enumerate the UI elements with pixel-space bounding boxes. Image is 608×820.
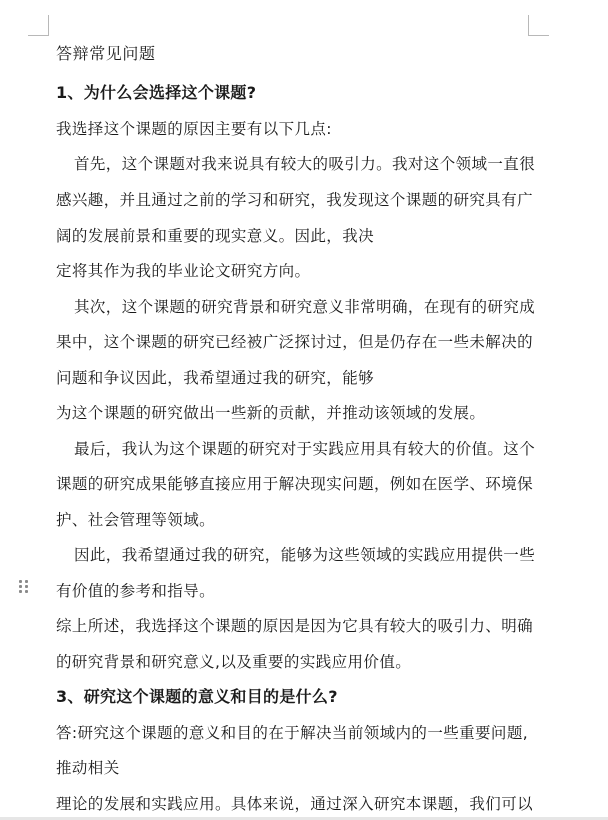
grip-dot (19, 580, 22, 583)
grip-dot (19, 590, 22, 593)
paragraph-line: 定将其作为我的毕业论文研究方向。 (56, 262, 311, 280)
grip-dot (19, 585, 22, 588)
grip-dot (25, 585, 28, 588)
margin-corner-top-left-icon (28, 15, 49, 36)
paragraph-drag-handle-icon[interactable] (19, 580, 29, 594)
grip-dot (25, 590, 28, 593)
paragraph-line: 课题的研究成果能够直接应用于解决现实问题，例如在医学、环境保 (56, 475, 534, 493)
paragraph-line: 其次，这个课题的研究背景和研究意义非常明确，在现有的研究成 (74, 298, 536, 316)
paragraph-line: 感兴趣，并且通过之前的学习和研究，我发现这个课题的研究具有广 (56, 191, 534, 209)
paragraph-line: 我选择这个课题的原因主要有以下几点: (56, 120, 332, 138)
paragraph-line: 护、社会管理等领域。 (56, 511, 216, 529)
paragraph-line: 有价值的参考和指导。 (56, 582, 216, 600)
paragraph-line: 因此，我希望通过我的研究，能够为这些领域的实践应用提供一些 (74, 546, 536, 564)
paragraph-line: 理论的发展和实践应用。具体来说，通过深入研究本课题，我们可以 (56, 795, 534, 813)
paragraph-line: 综上所述，我选择这个课题的原因是因为它具有较大的吸引力、明确 (56, 617, 534, 635)
margin-corner-top-right-icon (528, 15, 549, 36)
paragraph-line: 答:研究这个课题的意义和目的在于解决当前领域内的一些重要问题, (56, 724, 529, 742)
paragraph-line: 果中，这个课题的研究已经被广泛探讨过，但是仍存在一些未解决的 (56, 333, 534, 351)
question-heading-1: 1、为什么会选择这个课题? (56, 83, 257, 102)
paragraph-line: 最后，我认为这个课题的研究对于实践应用具有较大的价值。这个 (74, 440, 536, 458)
paragraph-line: 为这个课题的研究做出一些新的贡献，并推动该领域的发展。 (56, 404, 486, 422)
paragraph-line: 的研究背景和研究意义,以及重要的实践应用价值。 (56, 653, 412, 671)
document-title: 答辩常见问题 (56, 44, 156, 63)
grip-dot (25, 580, 28, 583)
paragraph-line: 阔的发展前景和重要的现实意义。因此，我决 (56, 227, 375, 245)
paragraph-line: 问题和争议因此，我希望通过我的研究，能够 (56, 369, 375, 387)
paragraph-line: 推动相关 (56, 759, 120, 777)
question-heading-3: 3、研究这个课题的意义和目的是什么? (56, 687, 338, 706)
paragraph-line: 首先，这个课题对我来说具有较大的吸引力。我对这个领域一直很 (74, 155, 536, 173)
